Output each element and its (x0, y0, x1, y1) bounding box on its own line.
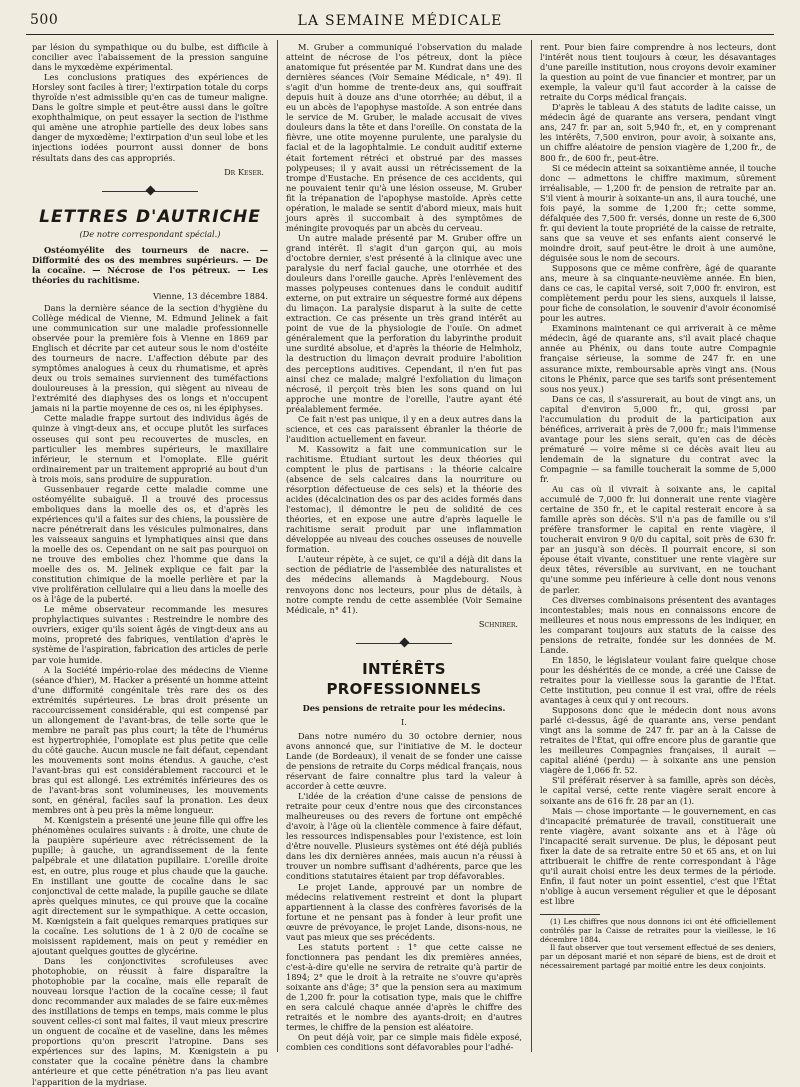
paragraph: Les statuts portent : 1° que cette caisse ne fonctionnera pas pendant les dix premières années, c'est-à-dire qu'elle ne servira de retraite qu'à partir de 1894; 2° que le droit à la retraite ne s'ouvre qu'après soixante ans d'âge; 3° que la pension sera au maximum de 1,200 fr. pour la cotisation type, mais que le chiffre en sera calculé chaque année d'après le chiffre des retraités et le nombre des ayants-droit; en d'autres termes, le chiffre de la pension est aléatoire. (286, 941, 522, 1033)
paragraph: Examinons maintenant ce qui arriverait à ce même médecin, âgé de quarante ans, s'il avait placé chaque année au Phénix, ou dans toute autre Compagnie française sérieuse, la somme de 247 fr. en une assurance mixte, remboursable après vingt ans. (Nous citons le Phénix, parce que ses tarifs sont présentement sous nos yeux.) (540, 323, 776, 394)
paragraph: Le projet Lande, approuvé par un nombre de médecins relativement restreint et dont la plupart appartiennent à la classe des confrères favorisés de la fortune et ne pensant pas à fonder à leur profit une œuvre de prévoyance, le projet Lande, disons-nous, ne vaut pas mieux que ses précédents. (286, 881, 522, 942)
paragraph: On peut déjà voir, par ce simple mais fidèle exposé, combien ces conditions sont défavorables pour l'adhé- (286, 1032, 522, 1053)
paragraph: Le même observateur recommande les mesures prophylactiques suivantes : Restreindre le nombre des ouvriers, exiger qu'ils soient âgés de vingt-deux ans au moins, propreté des fabriques, ventilation d'après le système de l'aspiration, fabrication des articles de perle par voie humide. (32, 604, 268, 665)
article-body (286, 731, 522, 1053)
paragraph: par lésion du sympathique ou du bulbe, est difficile à concilier avec l'abaissement de la pression sanguine dans le myxœdème expérimental. (32, 42, 268, 73)
paragraph: Supposons que ce même confrère, âgé de quarante ans, meure à sa cinquante-neuvième année. En bien, dans ce cas, le capital versé, soit 7,000 fr. environ, est complètement perdu pour les siens, auxquels il laisse, pour fiche de consolation, le souvenir d'avoir économisé pour les autres. (540, 263, 776, 324)
page-header (26, 10, 774, 35)
footnotes (540, 918, 776, 971)
article-body (32, 303, 268, 1087)
paragraph: Au cas où il vivrait à soixante ans, le capital accumulé de 7,000 fr. lui donnerait une rente viagère certaine de 350 fr., et le capital resterait encore à sa famille après son décès. S'il n'a pas de famille ou s'il préfère transformer le capital en rente viagère, il toucherait environ 9 0/0 du capital, soit près de 630 fr. par an jusqu'à son décès. Il pourrait encore, si son épouse était vivante, constituer une rente viagère sur deux têtes, réversible au survivant, en ne touchant qu'une somme peu inférieure à celle dont nous venons de parler. (540, 484, 776, 595)
section-separator (32, 185, 268, 197)
section-subtitle: Des pensions de retraite pour les médecins. (302, 702, 506, 713)
paragraph: En 1850, le législateur voulant faire quelque chose pour les déshérités de ce monde, a créé une Caisse de retraites pour la vieillesse sous la garantie de l'État. Cette institution, peu connue il est vrai, offre de réels avantages à ceux qui y ont recours. (540, 654, 776, 706)
dateline: Vienne, 13 décembre 1884. (152, 290, 268, 301)
part-number: I. (401, 716, 407, 727)
section-title-austria: LETTRES D'AUTRICHE (39, 206, 261, 227)
paragraph: Supposons donc que le médecin dont nous avons parlé ci-dessus, âgé de quarante ans, verse pendant vingt ans la somme de 247 fr. par an à la Caisse de retraites de l'État, qui offre encore plus de garantie que les meilleures Compagnies françaises, il aurait — capital aliéné (perdu) — à soixante ans une pension viagère de 1,066 fr. 52. (540, 705, 776, 776)
paragraph: S'il préférait réserver à sa famille, après son décès, le capital versé, cette rente viagère serait encore à soixante ans de 616 fr. 28 par an (1). (540, 775, 776, 806)
paragraph: rent. Pour bien faire comprendre à nos lecteurs, dont l'intérêt nous tient toujours à cœur, les désavantages d'une pareille institution, nous croyons devoir examiner la question au point de vue financier et montrer, par un exemple, la valeur qu'il faut accorder à la caisse de retraite du Corps médical français. (540, 42, 776, 103)
intro-text (32, 42, 268, 163)
article-body (286, 42, 522, 615)
page-number: 500 (30, 12, 59, 28)
paragraph: Dans notre numéro du 30 octobre dernier, nous avons annoncé que, sur l'initiative de M. le docteur Lande (de Bordeaux), il venait de se fonder une caisse de pensions de retraite du Corps médical français, nous réservant de faire connaître plus tard la valeur à accorder à cette œuvre. (286, 730, 522, 792)
paragraph: Il faut observer que tout versement effectué de ses deniers, par un déposant marié et non séparé de biens, est de droit et nécessairement partagé par moitié entre les deux conjoints. (540, 943, 776, 971)
article-body (540, 42, 776, 906)
paragraph: Si ce médecin atteint sa soixantième année, il touche donc — admettons le chiffre maximum, sûrement irréalisable, — 1,200 fr. de pension de retraite par an. S'il vient à mourir à soixante-un ans, il aura touché, une fois payé, la somme de 1,200 fr.; cette somme, défalquée des 7,500 fr. versés, donne un reste de 6,300 fr. qui devient la toute propriété de la caisse de retraite, sans que sa veuve et ses enfants aient conservé le moindre droit, sauf peut-être le droit à une aumône, déguisée sous le nom de secours. (540, 162, 776, 263)
column-left (32, 42, 268, 1087)
journal-title: LA SEMAINE MÉDICALE (297, 13, 503, 29)
footnote-divider (540, 914, 600, 915)
paragraph: Les conclusions pratiques des expériences de Horsley sont faciles à tirer; l'extirpation totale du corps thyroïde n'est admissible qu'en cas de tumeur maligne. Dans le goître simple et peut-être aussi dans le goître exophthalmique, on peut essayer la section de l'isthme qui amène une atrophie partielle des deux lobes sans danger de myxœdème; l'extirpation d'un seul lobe et les injections iodées pourront aussi donner de bons résultats dans des cas appropriés. (32, 72, 268, 163)
paragraph: Mais — chose importante — le gouvernement, en cas d'incapacité prématurée de travail, constituerait une rente viagère, avant soixante ans et à l'âge où l'incapacité serait survenue. De plus, le déposant peut fixer la date de sa retraite entre 50 et 65 ans, et on lui attribuerait le chiffre de rente correspondant à l'âge qu'il aurait choisi entre les deux termes de la période. Enfin, il faut noter un point essentiel, c'est que l'État n'oblige à aucun versement régulier et que le déposant est libre (540, 805, 776, 906)
paragraph: M. Kassowitz a fait une communication sur le rachitisme. Étudiant surtout les deux théories qui comptent le plus de partisans : la théorie calcaire (absence de sels calcaires dans la nourriture ou résorption défectueuse de ces sels) et la théorie des acides (décalcination des os par des acides formés dans l'estomac), il démontre le peu de solidité de ces théories, et en expose une autre d'après laquelle le rachitisme serait produit par une inflammation développée au niveau des couches osseuses de nouvelle formation. (286, 443, 522, 555)
column-divider (531, 40, 532, 1052)
column-middle (286, 42, 522, 1057)
paragraph: (1) Les chiffres que nous donnons ici ont été officiellement contrôlés par la Caisse de retraites pour la vieillesse, le 16 décembre 1884. (540, 917, 776, 944)
paragraph: Un autre malade présenté par M. Gruber offre un grand intérêt. Il s'agit d'un garçon qui, au mois d'octobre dernier, s'est présenté à la clinique avec une paralysie du nerf facial gauche, une otorrhée et des douleurs dans l'oreille gauche. Après l'enlèvement des masses polypeuses contenues dans le conduit auditif externe, on put extraire un séquestre formé aux dépens du limaçon. La paralysie disparut à la suite de cette extraction. Ce cas présente un très grand intérêt au point de vue de la physiologie de l'ouïe. On admet généralement que la perforation du labyrinthe produit une surdité absolue, et d'après la théorie de Helmholz, la destruction du limaçon devrait produire l'abolition des perceptions auditives. Cependant, il n'en fut pas ainsi chez ce malade; malgré l'exfoliation du limaçon nécrosé, il perçoit très bien les sons quand on lui approche une montre de l'oreille, l'autre ayant été préalablement fermée. (286, 232, 522, 414)
author-signature: Dr Keser. (224, 166, 264, 177)
paragraph: M. Kœnigstein a présenté une jeune fille qui offre les phénomènes oculaires suivants : à droite, une chute de la paupière supérieure avec rétrécissement de la pupille; à gauche, un agrandissement de la fente palpébrale et une dilatation pupillaire. L'oreille droite est, en outre, plus rouge et plus chaude que la gauche. En instillant une goutte de cocaïne dans le sac conjonctival de cette malade, la pupille gauche se dilate après quelques minutes, ce qui prouve que la cocaïne agit directement sur le sympathique. A cette occasion, M. Kœnigstein a fait quelques remarques pratiques sur la cocaïne. Les solutions de 1 à 2 0/0 de cocaïne se moisissent rapidement, mais on peut y remédier en ajoutant quelques gouttes de glycérine. (32, 815, 268, 956)
paragraph: M. Gruber a communiqué l'observation du malade atteint de nécrose de l'os pétreux, dont la pièce anatomique fut présentée par M. Kundrat dans une des dernières séances (Voir Semaine Médicale, n° 49). Il s'agit d'un homme de trente-deux ans, qui souffrait depuis huit à douze ans d'une otorrhée; au début, il a eu un abcès de l'apophyse mastoïde. A son entrée dans le service de M. Gruber, le malade accusait de vives douleurs dans la tête et dans l'oreille. On constata de la fièvre, une otite moyenne purulente, une paralysie du facial et de la lagophtalmie. Le conduit auditif externe était fortement rétréci et obstrué par des masses polypeuses; il y avait aussi un rétrécissement de la trompe d'Eustache. En présence de ces accidents, qui ne pouvaient tenir qu'à une lésion osseuse, M. Gruber fit la trépanation de l'apophyse mastoïde. Après cette opération, le malade se sentit d'abord mieux, mais huit jours après il succombait à des symptômes de méningite provoqués par un abcès du cerveau. (286, 42, 522, 233)
paragraph: A la Société império-rolae des médecins de Vienne (séance d'hier), M. Hacker a présenté un homme atteint d'une difformité congénitale très rare des os des extrémités supérieures. Le bras droit présente un raccourcissement considérable, qui est compensé par un allongement de l'avant-bras, de telle sorte que le membre ne paraît pas plus court; la tête de l'humérus est hypertrophiée, l'omoplate est plus petite que celle du côté gauche. Aucun muscle ne fait défaut, cependant les mouvements sont moins étendus. A gauche, c'est l'avant-bras qui est considérablement raccourci et le bras qui est allongé. Les extrémités inférieures des os de l'avant-bras sont volumineuses, les mouvements sont, en général, faciles sauf la pronation. Les deux membres ont à peu près la même longueur. (32, 664, 268, 816)
paragraph: Dans ce cas, il s'assurerait, au bout de vingt ans, un capital d'environ 5,000 fr., qui, grossi par l'accumulation du produit de la participation aux bénéfices, arriverait à près de 7,000 fr.; mais l'immense avantage pour les siens serait, qu'en cas de décès prématuré — voire même si ce décès avait lieu au lendemain de la signature du contrat avec la Compagnie — sa famille toucherait la somme de 5,000 fr. (540, 393, 776, 485)
paragraph: Ce fait n'est pas unique, il y en a deux autres dans la science, et ces cas paraissent ébranler la théorie de l'audition actuellement en faveur. (286, 413, 522, 444)
paragraph: L'auteur répète, à ce sujet, ce qu'il a déjà dit dans la section de pédiatrie de l'assemblée des naturalistes et des médecins allemands à Magdebourg. Nous renvoyons donc nos lecteurs, pour plus de détails, à notre compte rendu de cette assemblée (Voir Semaine Médicale, n° 41). (286, 554, 522, 615)
paragraph: Ces diverses combinaisons présentent des avantages incontestables; mais nous en connaissons encore de meilleures et nous nous empressons de les indiquer, en les comparant toujours aux statuts de la caisse des pensions de retraite, fondée sur les données de M. Lande. (540, 594, 776, 655)
section-subtitle: (De notre correspondant spécial.) (79, 228, 221, 239)
paragraph: Cette maladie frappe surtout des individus âgés de quinze à vingt-deux ans, et occupe plutôt les surfaces osseuses qui sont peu recouvertes de muscles, en particulier les membres supérieurs, le maxillaire inférieur, le sternum et l'omoplate. Elle guérit ordinairement par un traitement approprié au bout d'un à trois mois, sans produire de suppuration. (32, 413, 268, 484)
section-separator (286, 637, 522, 649)
author-signature: Schnirer. (478, 618, 518, 629)
paragraph: Gussenbauer regarde cette maladie comme une ostéomyélite subaiguë. Il a trouvé des processus emboliques dans la moelle des os, et d'après les expériences qu'il a faites sur des chiens, la poussière de nacre pénétrerait dans les vésicules pulmonaires, dans les vaisseaux sanguins et lymphatiques ainsi que dans la moelle des os. Cependant on ne sait pas pourquoi on ne trouve des embolies chez l'homme que dans la moelle des os. M. Jelinek explique ce fait par la constitution chimique de la moelle perlière et par la vive prolifération cellulaire qui a lieu dans la moelle des os à l'âge de la puberté. (32, 483, 268, 605)
column-right (540, 42, 776, 1057)
section-title-professional: INTÉRÊTS PROFESSIONNELS (326, 659, 482, 698)
paragraph: L'idée de la création d'une caisse de pensions de retraite pour ceux d'entre nous que des circonstances malheureuses ou des revers de fortune ont empêché d'avoir, à l'âge où la clientèle commence à faire défaut, les ressources indispensables pour l'existence, est loin d'être nouvelle. Plusieurs systèmes ont été déjà publiés dans les dix dernières années, mais aucun n'a réussi à trouver un nombre suffisant d'adhérents, parce que les conditions statutaires étaient par trop défavorables. (286, 791, 522, 882)
paragraph: Dans les conjonctivites scrofuleuses avec photophobie, on réussit à faire disparaître la photophobie par la cocaïne, mais elle reparaît de nouveau lorsque l'action de la cocaïne cesse; il faut donc recommander aux malades de se faire eux-mêmes des instillations de temps en temps, mais comme le plus souvent celles-ci sont mal faites, il vaut mieux prescrire un onguent de cocaïne et de vaseline, dans les mêmes proportions qu'on prescrit l'atropine. Dans ses expériences sur des lapins, M. Kœnigstein a pu constater que la cocaïne pénètre dans la chambre antérieure et que cette pénétration n'a pas lieu avant l'apparition de la mydriase. (32, 955, 268, 1087)
paragraph: D'après le tableau A des statuts de ladite caisse, un médecin âgé de quarante ans versera, pendant vingt ans, 247 fr. par an, soit 5,940 fr., et, en y comprenant les intérêts, 7,500 environ, pour avoir, à soixante ans, un chiffre aléatoire de pension viagère de 1,200 fr., de 800 fr., de 600 fr., peut-être. (540, 102, 776, 163)
section-summary: Ostéomyélite des tourneurs de nacre. — Difformité des os des membres supérieurs. — De la cocaïne. — Nécrose de l'os pétreux. — Les théories du rachitisme. (32, 244, 268, 285)
column-divider (277, 40, 278, 1052)
paragraph: Dans la dernière séance de la section d'hygiène du Collège médical de Vienne, M. Edmund Jelinek a fait une communication sur une maladie professionnelle observée pour la première fois à Vienne en 1869 par Englisch et décrite par cet auteur sous le nom d'ostéite des tourneurs de nacre. L'affection débute par des symptômes analogues à ceux du rhumatisme, et après deux ou trois semaines surviennent des tuméfactions douloureuses à la pression, qui siègent au niveau de l'extrémité des diaphyses des os longs et n'occupent jamais ni la partie moyenne de ces os, ni les épiphyses. (32, 302, 268, 414)
